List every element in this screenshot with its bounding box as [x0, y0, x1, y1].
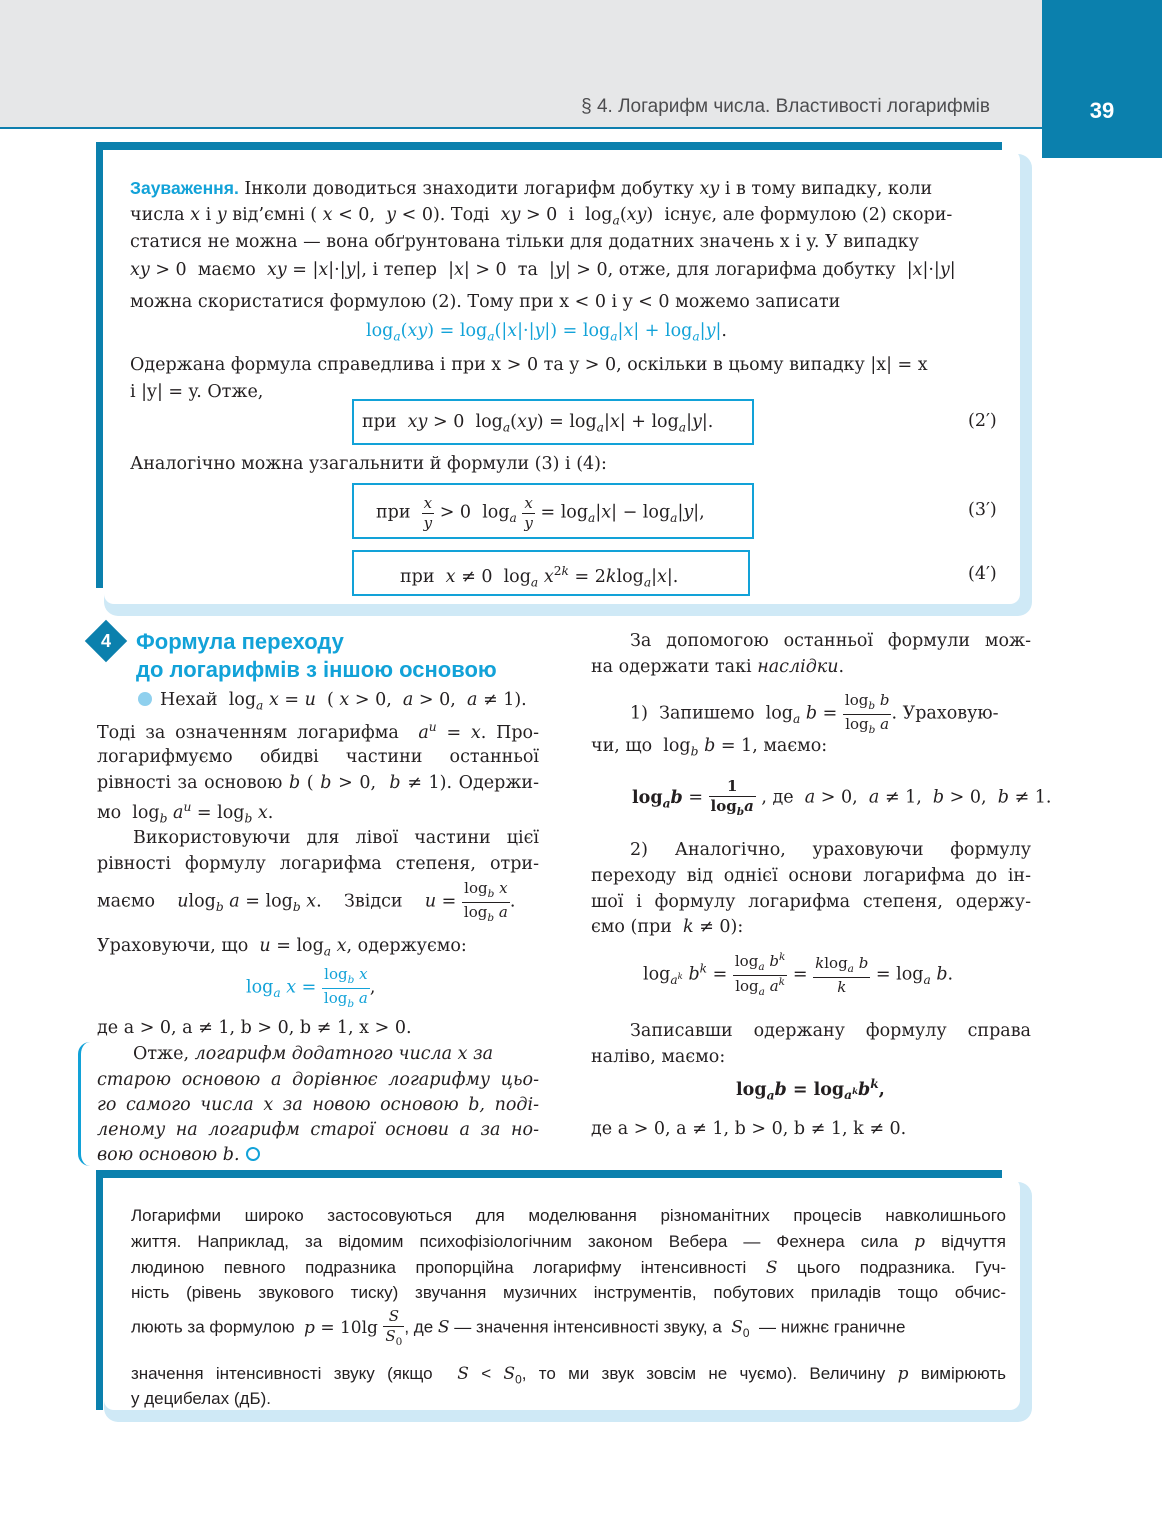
bullet-marker [138, 692, 152, 706]
remark-line-6: Одержана формула справедлива і при x > 0 та y > 0, оскільки в цьому випадку |x| = x [130, 355, 928, 375]
remark-blue-formula: $\log_a(xy) = \log_a(|x|\cdot|y|) = \log_a|x| + \log_a|y|$. [366, 321, 727, 344]
info-line-5: люють за формулою p = 10lg $\frac{S}{S_0}$ , де S — значення інтенсивності звуку, а $S_0$ — нижнє граничне [131, 1307, 906, 1348]
right-r2-line-2: чи, що $\log_b b = 1$, маємо: [591, 736, 828, 759]
right-formula-2: $\log_{a^k} b^k$ = $\frac{\log_a b^k}{\log_a a^k}$ = $\frac{klog_a b}{k}$ = $\log_a b$. [643, 951, 954, 998]
left-p1-line-3: логарифмуємо обидві частини останньої [97, 747, 539, 767]
remark-line-7: і |y| = y. Отже, [130, 382, 264, 402]
right-r5: де a > 0, a ≠ 1, b > 0, b ≠ 1, k ≠ 0. [591, 1119, 907, 1139]
info-line-7: у децибелах (дБ). [131, 1389, 271, 1408]
remark-line-1: Зауваження. Інколи доводиться знаходити логарифм добутку xy і в тому випадку, коли [130, 178, 933, 199]
formula-2prime: при xy > 0 $\log_a(xy) = \log_a|x| + \log_a|y|$. [362, 412, 714, 435]
info-line-1: Логарифми широко застосовуються для моделювання різноманітних процесів навколишнього [131, 1206, 1006, 1225]
conclusion-line-5 [97, 1145, 260, 1165]
info-line-3: людиною певного подразника пропорційна логарифму інтенсивності S цього подразника. Гуч- [131, 1258, 1006, 1278]
info-panel-topbar [96, 1170, 1002, 1178]
left-blue-formula: $\log_a x$ = $\frac{\log_b x}{\log_b a}$ , [246, 965, 376, 1010]
remark-line-5: можна скористатися формулою (2). Тому при x < 0 і y < 0 можемо записати [130, 292, 841, 312]
formula-box-4prime [352, 550, 750, 596]
remark-panel-leftbar [96, 142, 103, 588]
margin-curve-mark [78, 1042, 92, 1166]
equation-number-2prime: (2′) [968, 411, 997, 431]
left-p1-line-1: Нехай $\log_a x = u$ ( x > 0, a > 0, a ≠ 1). [138, 690, 527, 713]
right-r1-line-1: За допомогою останньої формули мож- [630, 631, 1031, 651]
conclusion-line-4: леному на логарифм старої основи a за но- [97, 1120, 539, 1140]
remark-panel-topbar [96, 142, 1002, 150]
info-panel-leftbar [96, 1170, 103, 1410]
right-r4-line-1: Записавши одержану формулу справа [630, 1021, 1031, 1041]
right-r3-line-3: шої і формулу логарифма степеня, одержу- [591, 892, 1031, 912]
right-r2-line-1: 1) Запишемо $\log_a b$ = $\frac{\log_b b}{\log_b a}$ . Ураховую- [630, 691, 999, 736]
info-line-2: життя. Наприклад, за відомим психофізіологічним законом Вебера — Фехнера сила p відчуття [131, 1232, 1006, 1252]
right-formula-3: $\log_ab = \log_{a^k}b^k$, [736, 1076, 885, 1103]
right-formula-1: $\log_ab$ = $\frac{1}{\log_ba}$ , де a > 0, a ≠ 1, b > 0, b ≠ 1. [632, 777, 1052, 818]
conclusion-line-5-text: вою основою b. [97, 1145, 240, 1165]
left-p1-line-5: мо $\log_b a^u = \log_b x$. [97, 800, 274, 826]
remark-line-8: Аналогічно можна узагальнити й формули (3) і (4): [130, 454, 607, 474]
remark-label: Зауваження. [130, 178, 239, 198]
section-title-line-1: Формула переходу [136, 629, 344, 654]
page-number-tab [1042, 0, 1162, 158]
info-line-4: ність (рівень звукового тиску) звучання музичних інструментів, побутових приладів тощо обчис- [131, 1283, 1006, 1302]
header-rule [0, 127, 1042, 129]
info-line-6: значення інтенсивності звуку (якщо $S < S_0$, то ми звук зовсім не чуємо). Величину p вимірюють [131, 1364, 1006, 1387]
page-number: 39 [1089, 98, 1115, 123]
end-of-proof-icon [246, 1147, 260, 1161]
formula-3prime: при $\frac{x}{y}$ > 0 $\log_a$ $\frac{x}{y}$ = $\log_a|x| - \log_a|y|$, [376, 494, 705, 532]
left-p1-line-2: Тоді за означенням логарифма $a^u = x$. Про- [97, 720, 539, 743]
running-header: § 4. Логарифм числа. Властивості логарифмів [581, 96, 990, 117]
left-p3-line-1: Ураховуючи, що $u = \log_a x$, одержуємо: [97, 936, 467, 959]
left-p2-line-2: рівності формулу логарифма степеня, отри- [97, 854, 539, 874]
formula-box-3prime [352, 483, 754, 539]
section-number: 4 [100, 631, 111, 651]
remark-line-2: числа x і y від’ємні ( x < 0, y < 0). Тоді xy > 0 і $\log_a(xy)$ існує, але формулою (2) скори- [130, 205, 953, 228]
equation-number-3prime: (3′) [968, 500, 997, 520]
left-p2-line-1: Використовуючи для лівої частини цієї [133, 828, 539, 848]
right-r4-line-2: наліво, маємо: [591, 1047, 726, 1067]
conclusion-line-1: Отже, логарифм додатного числа x за [133, 1044, 494, 1064]
section-title [136, 628, 497, 684]
right-r3-line-2: переходу від однієї основи логарифма до ін- [591, 866, 1031, 886]
left-p4: де a > 0, a ≠ 1, b > 0, b ≠ 1, x > 0. [97, 1018, 412, 1038]
equation-number-4prime: (4′) [968, 564, 997, 584]
section-title-line-2: до логарифмів з іншою основою [136, 657, 497, 682]
conclusion-line-2: старою основою a дорівнює логарифму цьо- [97, 1070, 539, 1090]
right-r1-line-2: на одержати такі наслідки. [591, 657, 845, 677]
left-p1-line-4: рівності за основою b ( b > 0, b ≠ 1). Одержи- [97, 773, 539, 793]
right-r3-line-4: ємо (при k ≠ 0): [591, 917, 744, 937]
left-p2-line-3: маємо ulog$_b$ $a = \log_b x$. Звідси u = $\frac{\log_b x}{\log_b a}$ . [97, 879, 516, 924]
remark-line-4: xy > 0 маємо xy = |x|·|y|, і тепер |x| > 0 та |y| > 0, отже, для логарифма добутку |x|·|y| [130, 260, 956, 280]
conclusion-line-3: го самого числа x за новою основою b, поді- [97, 1095, 539, 1115]
remark-line-3: статися не можна — вона обґрунтована тільки для додатних значень x і y. У випадку [130, 232, 919, 252]
formula-4prime: при x ≠ 0 $\log_a x^{2k} = 2klog_a|x|$. [400, 564, 679, 590]
right-r3-line-1: 2) Аналогічно, ураховуючи формулу [630, 840, 1031, 860]
formula-box-2prime [352, 399, 754, 445]
